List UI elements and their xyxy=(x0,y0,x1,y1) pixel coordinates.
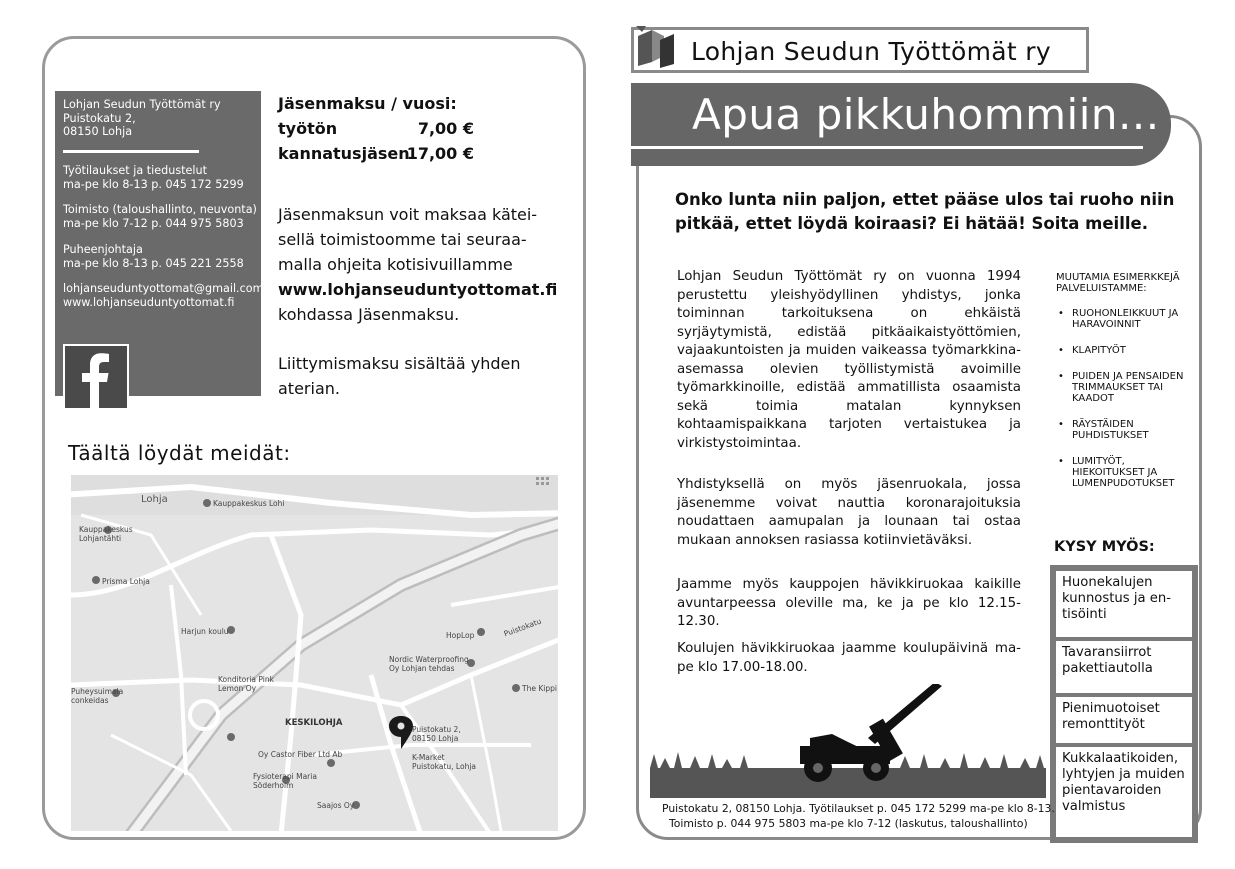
map-label: Saajos Oy xyxy=(317,801,355,810)
examples-list xyxy=(1058,308,1194,504)
logo-box xyxy=(631,27,1089,73)
payment-tail: kohdassa Jäsenmaksu. xyxy=(278,305,460,324)
map-label: Harjun koulu xyxy=(181,627,229,636)
map-label: HopLop xyxy=(446,631,475,640)
ask-also-item: Pienimuotoiset remonttityöt xyxy=(1056,697,1192,743)
body-paragraph: Koulujen hävikkiruokaa jaamme koulupäivinä ma-pe klo 17.00-18.00. xyxy=(677,641,1021,675)
ask-also-box xyxy=(1050,565,1198,843)
map-label: Puistokatu xyxy=(502,616,543,639)
fee-amount: 17,00 € xyxy=(406,144,474,163)
footer-office: Toimisto p. 044 975 5803 ma-pe klo 7-12 (laskutus, taloushallinto) xyxy=(669,817,1028,830)
banner-title: Apua pikkuhommiin... xyxy=(692,90,1160,139)
contact-office: Toimisto (taloushallinto, neuvonta) ma-pe klo 7-12 p. 044 975 5803 xyxy=(63,203,257,230)
payment-text: Jäsenmaksun voit maksaa kätei- sellä toimistoomme tai seuraa- malla ohjeita kotisivuillamme xyxy=(278,205,538,274)
ask-also-heading: KYSY MYÖS: xyxy=(1054,539,1155,555)
body-paragraph: Jaamme myös kauppojen hävikkiruokaa kaikille avuntarpeessa oleville ma, ke ja pe klo 12.15-12.30. xyxy=(677,577,1021,629)
list-item: • LUMITYÖT, HIEKOITUKSET JA LUMENPUDOTUKSET xyxy=(1058,456,1194,489)
examples-title: MUUTAMIA ESIMERKKEJÄ PALVELUISTAMME: xyxy=(1056,272,1180,294)
fee-row-supporter xyxy=(278,144,474,163)
body-paragraph: Yhdistyksellä on myös jäsenruokala, jossa jäsenemme voivat nauttia koronarajoituksia noudattaen aamupalan ja lounaan tai ostaa mukaan annoksen rasiassa kotiinvietäväksi. xyxy=(677,477,1021,548)
fee-amount: 7,00 € xyxy=(417,119,474,138)
fee-row-unemployed xyxy=(278,119,474,138)
map-label: KESKILOHJA xyxy=(285,718,343,728)
map-label: Kauppakeskus Lohi xyxy=(213,499,285,508)
list-item: • KLAPITYÖT xyxy=(1058,345,1194,356)
payment-paragraph xyxy=(278,202,568,327)
ask-also-item: Kukkalaatikoiden, lyhtyjen ja muiden pientavaroiden valmistus xyxy=(1056,747,1192,837)
lead-text: Onko lunta niin paljon, ettet pääse ulos tai ruoho niin pitkää, ettet löydä koiraasi? Ei hätää! Soita meille. xyxy=(675,190,1175,233)
fee-label: kannatusjäsen xyxy=(278,144,410,163)
find-us-heading: Täältä löydät meidät: xyxy=(68,441,291,465)
fee-label: työtön xyxy=(278,119,338,138)
contact-divider xyxy=(63,150,199,153)
contact-org: Lohjan Seudun Työttömät ry Puistokatu 2, 08150 Lohja xyxy=(63,98,221,138)
list-item: • RUOHONLEIKKUUT JA HARAVOINNIT xyxy=(1058,308,1194,330)
ask-also-item: Huonekalujen kunnostus ja en- tisöinti xyxy=(1056,571,1192,637)
map-label: Puheysuimala conkeidas xyxy=(71,687,124,705)
joining-fee-text: Liittymismaksu sisältää yhden aterian. xyxy=(278,354,521,398)
facebook-icon[interactable] xyxy=(63,344,129,410)
map-label: The Kippi xyxy=(522,684,557,693)
lawnmower-icon xyxy=(650,684,1046,800)
contact-chair: Puheenjohtaja ma-pe klo 8-13 p. 045 221 2558 xyxy=(63,243,244,270)
footer-address: Puistokatu 2, 08150 Lohja. Työtilaukset p. 045 172 5299 ma-pe klo 8-13. xyxy=(662,802,1055,815)
list-item: • RÄYSTÄIDEN PUHDISTUKSET xyxy=(1058,419,1194,441)
location-map[interactable] xyxy=(71,475,558,831)
organization-logo-icon xyxy=(634,26,684,70)
map-label: Fysioterapi Maria Söderholm xyxy=(253,772,317,790)
banner-underline xyxy=(631,146,1143,149)
list-item: • PUIDEN JA PENSAIDEN TRIMMAUKSET TAI KAADOT xyxy=(1058,371,1194,404)
organization-name: Lohjan Seudun Työttömät ry xyxy=(691,37,1051,66)
ask-also-item: Tavaransiirrot pakettiautolla xyxy=(1056,641,1192,693)
body-paragraph: Lohjan Seudun Työttömät ry on vuonna 1994 perustettu yleishyödyllinen yhdistys, jonka toiminnan tarkoituksena on ehkäistä syrjäytymistä, edistää pitkäaikaistyöttömien, vajaakuntoisten ja muiden vaikeassa työmarkkina-asemassa olevien työllistymistä avoimille työmarkkinoille, edistää ammatillista osaamista sekä toimia matalan kynnyksen kohtaamispaikkana tarjoten vertaistukea ja virkistystoimintaa. xyxy=(677,269,1021,451)
map-label: Puistokatu 2, 08150 Lohja xyxy=(412,725,461,743)
map-label: Konditoria Pink Lemon Oy xyxy=(218,675,274,693)
map-label: Prisma Lohja xyxy=(102,577,150,586)
contact-web[interactable]: lohjanseuduntyottomat@gmail.com www.lohjanseuduntyottomat.fi xyxy=(63,282,264,309)
payment-url-link[interactable]: www.lohjanseuduntyottomat.fi xyxy=(278,280,558,299)
map-label: K-Market Puistokatu, Lohja xyxy=(412,753,477,771)
map-label: Nordic Waterproofing Oy Lohjan tehdas xyxy=(389,655,469,673)
map-label: Oy Castor Fiber Ltd Ab xyxy=(258,750,343,759)
map-label: Kauppakeskus Lohjantähti xyxy=(79,525,133,543)
map-label: Lohja xyxy=(141,494,168,505)
contact-work-orders: Työtilaukset ja tiedustelut ma-pe klo 8-13 p. 045 172 5299 xyxy=(63,164,244,191)
fee-title: Jäsenmaksu / vuosi: xyxy=(278,94,457,113)
